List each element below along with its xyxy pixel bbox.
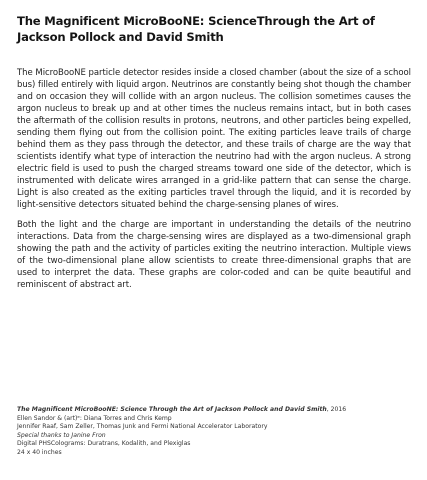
description-paragraph-1: The MicroBooNE particle detector resides inside a closed chamber (about the size of a school bus) filled entirely with liquid argon. Neutrinos are constantly being shot though the chamber and on occasion they will collide with an argon nucleus. The collision sometimes causes the argon nucleus to break up and at other times the nucleus remains intact, but in both cases the aftermath of the collision results in protons, neutrons, and other particles being expelled, sending them flying out from the collision point. The exiting particles leave trails of charge behind them as they pass through the detector, and these trails of charge are the way that scientists identify what type of interaction the neutrino had with the argon nucleus. A strong electric field is used to push the charged streams toward one side of the detector, which is instrumented with delicate wires arranged in a grid-like pattern that can sense the charge. Light is also created as the exiting particles travel through the liquid, and it is recorded by light-sensitive detectors situated behind the charge-sensing planes of wires. (17, 68, 411, 210)
description-body (17, 67, 411, 299)
credit-medium: Digital PHSColograms: Duratrans, Kodalith, and Plexiglas (17, 440, 191, 448)
credit-scientists: Jennifer Raaf, Sam Zeller, Thomas Junk and Fermi National Accelerator Laboratory (17, 423, 268, 431)
credit-title-line (17, 406, 417, 415)
credit-thanks: Special thanks to Janine Fron (17, 431, 106, 439)
artwork-credits (17, 406, 417, 458)
credit-work-title: The Magnificent MicroBooNE: Science Through the Art of Jackson Pollock and David Smith (17, 406, 327, 413)
placard-title: The Magnificent MicroBooNE: ScienceThrough the Art of Jackson Pollock and David Smith (17, 14, 375, 44)
credit-artists: Ellen Sandor & (art)ᵉ: Diana Torres and Chris Kemp (17, 414, 172, 422)
credit-year: , 2016 (326, 406, 347, 413)
credit-dimensions: 24 x 40 inches (17, 448, 62, 456)
description-paragraph-2: Both the light and the charge are important in understanding the details of the neutrino interactions. Data from the charge-sensing wires are displayed as a two-dimensional graph showing the path and the activity of particles exiting the neutrino interaction. Multiple views of the two-dimensional plane allow scientists to create three-dimensional graphs that are used to interpret the data. These graphs are color-coded and can be quite beautiful and reminiscent of abstract art. (17, 220, 411, 290)
